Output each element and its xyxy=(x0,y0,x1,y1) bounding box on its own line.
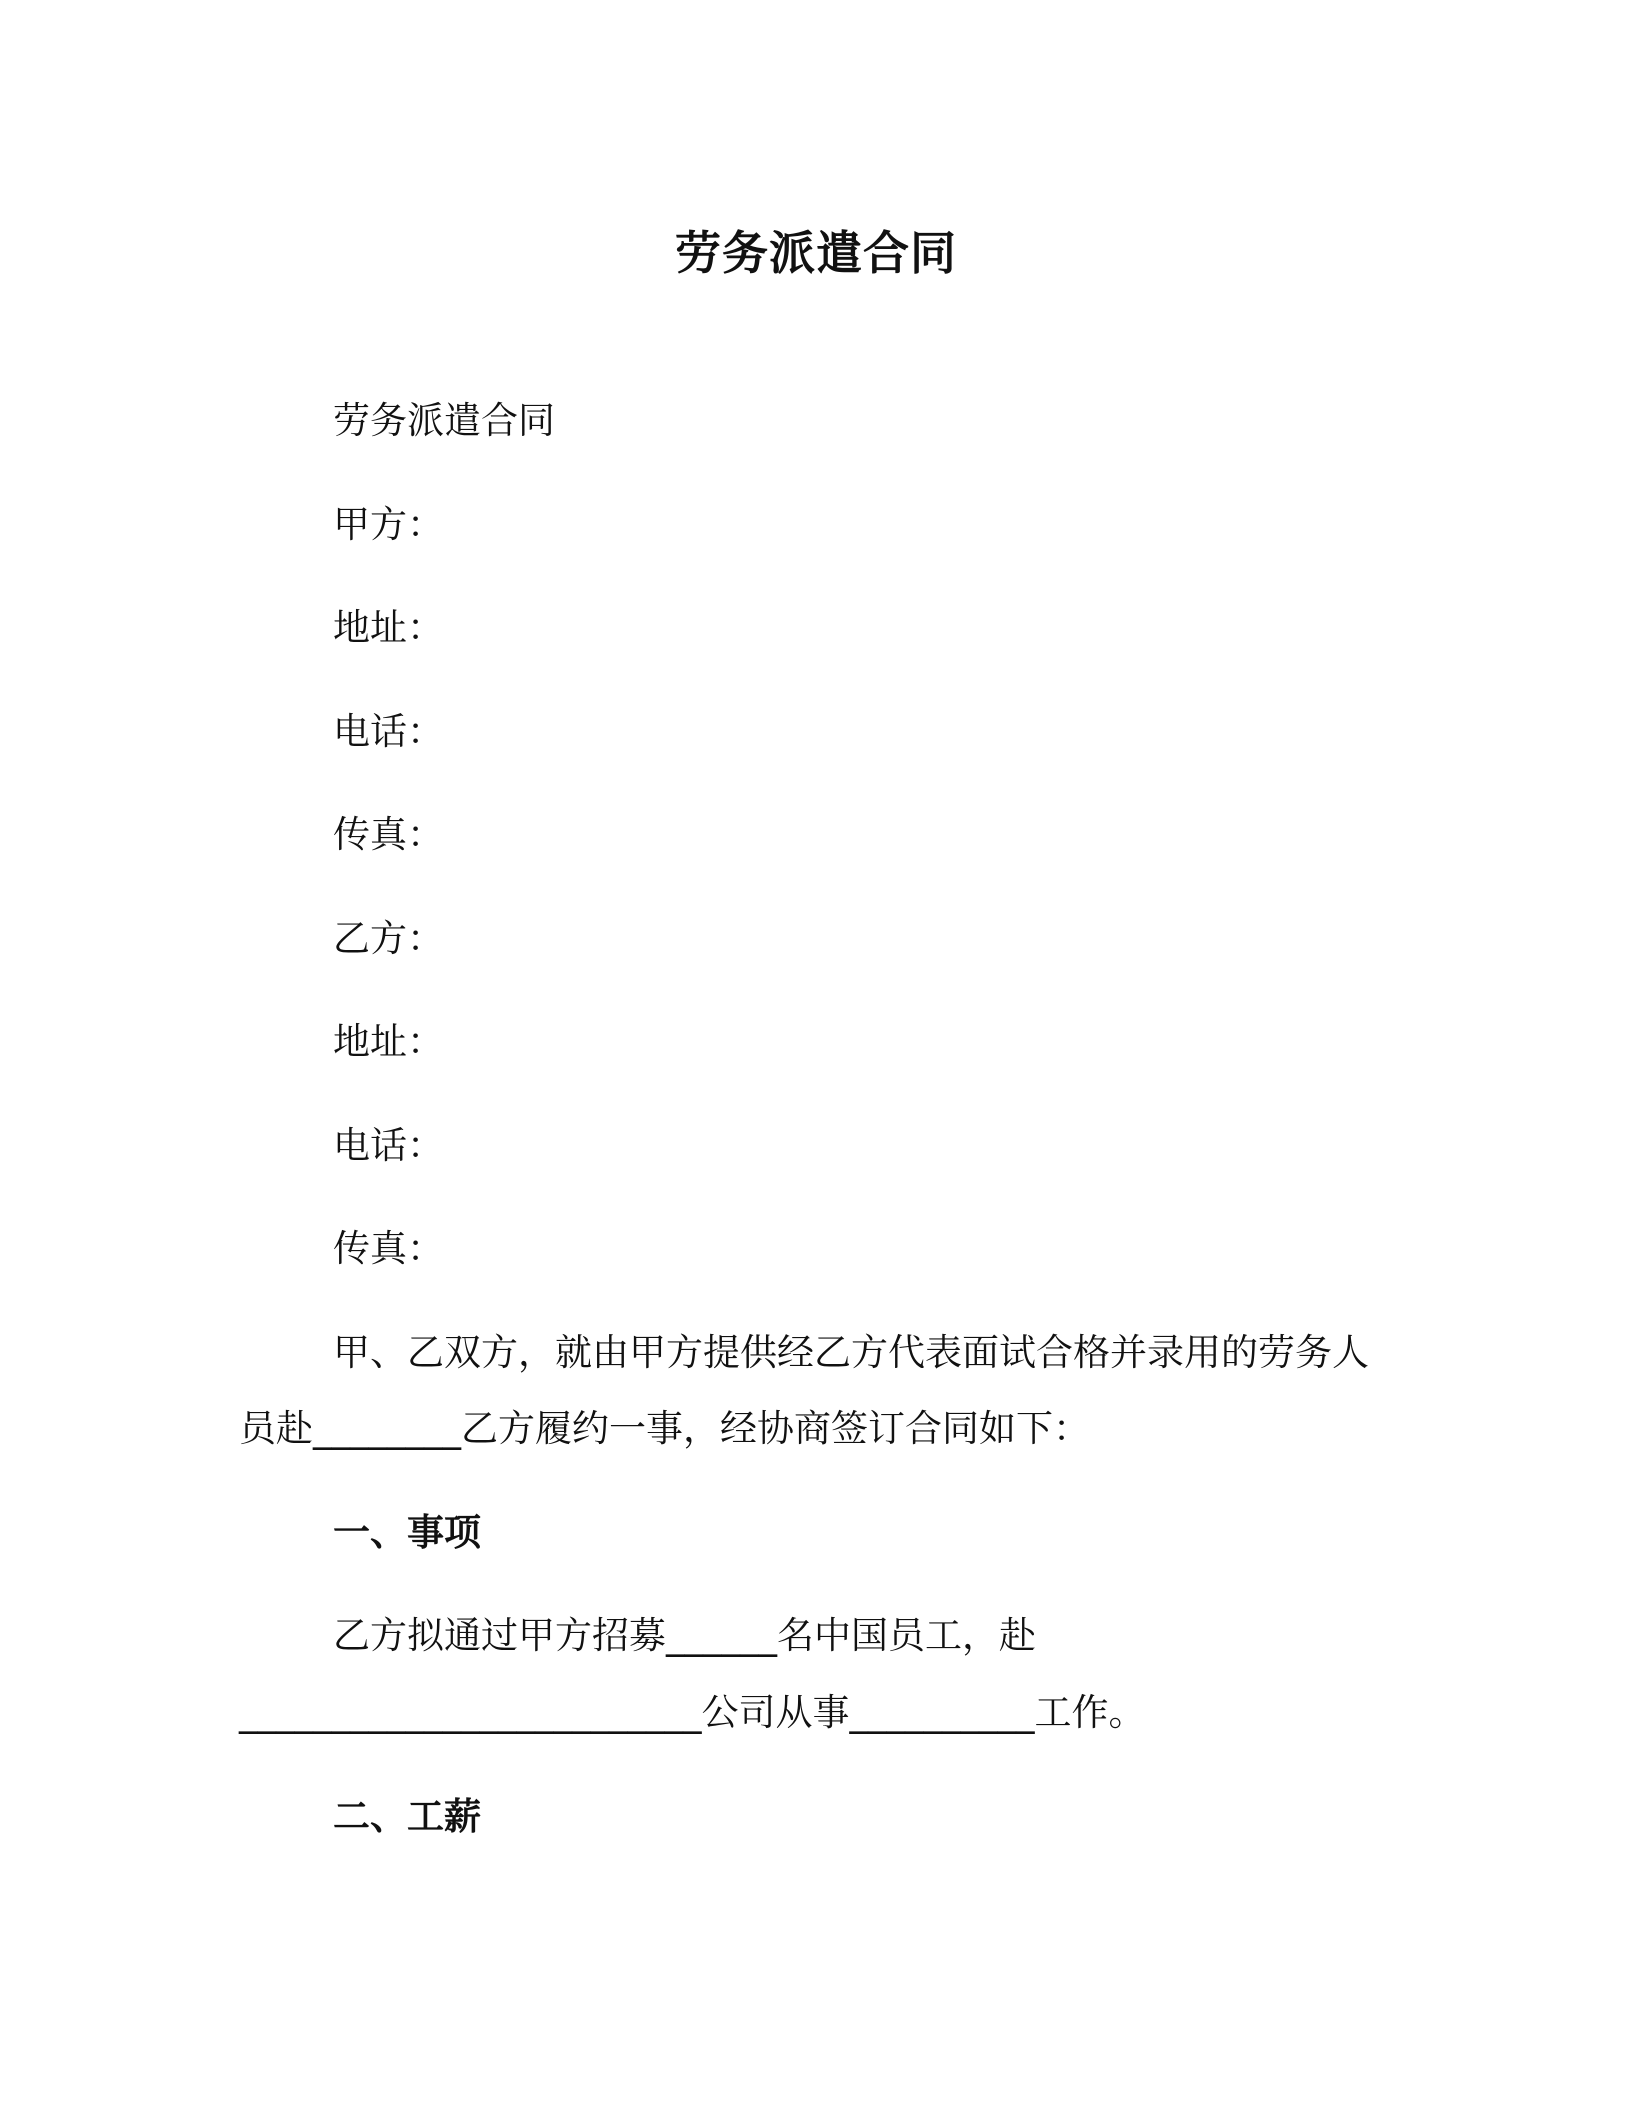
section-1-heading: 一、事项 xyxy=(333,1511,481,1554)
contract-subtitle: 劳务派遣合同 xyxy=(333,399,555,442)
section-2-heading: 二、工薪 xyxy=(333,1795,481,1838)
party-b-address-label: 地址： xyxy=(333,1020,444,1063)
party-a-label: 甲方： xyxy=(333,503,444,546)
party-a-phone-label: 电话： xyxy=(333,710,444,753)
section-1-line-1: 乙方拟通过甲方招募______名中国员工，赴 xyxy=(333,1614,1036,1657)
party-a-address-label: 地址： xyxy=(333,606,444,649)
party-b-fax-label: 传真： xyxy=(333,1227,444,1270)
intro-paragraph-line-2: 员赴________乙方履约一事，经协商签订合同如下： xyxy=(239,1407,1090,1450)
party-b-label: 乙方： xyxy=(333,917,444,960)
party-a-fax-label: 传真： xyxy=(333,813,444,856)
section-1-line-2: _________________________公司从事__________工作。 xyxy=(239,1691,1146,1734)
document-title: 劳务派遣合同 xyxy=(675,226,957,280)
party-b-phone-label: 电话： xyxy=(333,1124,444,1167)
intro-paragraph-line-1: 甲、乙双方，就由甲方提供经乙方代表面试合格并录用的劳务人 xyxy=(333,1331,1369,1374)
